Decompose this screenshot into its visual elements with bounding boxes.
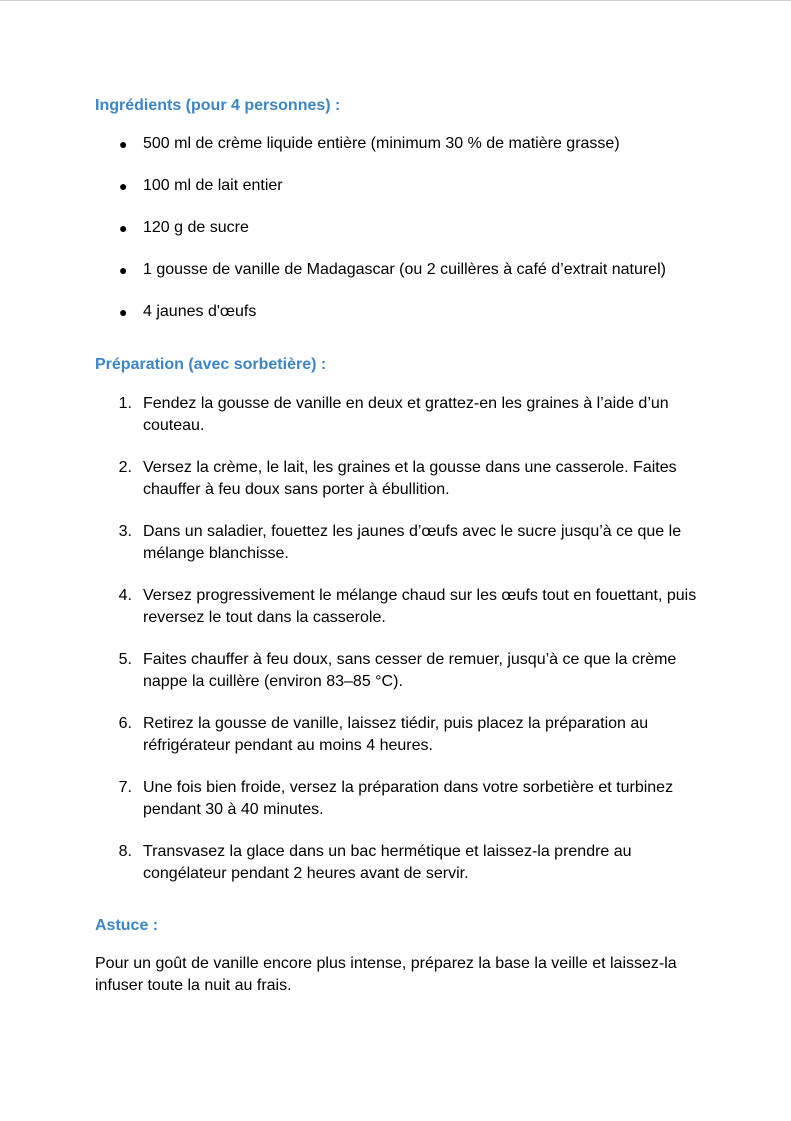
step-number: 8. xyxy=(118,843,132,860)
ingredient-item xyxy=(95,301,705,323)
bullet-icon: ● xyxy=(119,262,128,278)
step-number: 3. xyxy=(118,523,132,540)
step-number: 6. xyxy=(118,715,132,732)
step-item xyxy=(95,521,705,565)
bullet-icon: ● xyxy=(119,304,128,320)
step-text: Versez progressivement le mélange chaud sur les œufs tout en fouettant, puis reversez le tout dans la casserole. xyxy=(143,587,697,626)
tip-text: Pour un goût de vanille encore plus intense, préparez la base la veille et laissez-la infuser toute la nuit au frais. xyxy=(95,955,677,994)
tip-heading: Astuce : xyxy=(95,917,159,934)
step-text: Transvasez la glace dans un bac hermétique et laissez-la prendre au congélateur pendant 2 heures avant de servir. xyxy=(143,843,632,882)
ingredients-list xyxy=(95,133,705,323)
step-number: 5. xyxy=(118,651,132,668)
bullet-icon: ● xyxy=(119,220,128,236)
step-item xyxy=(95,713,705,757)
step-number: 2. xyxy=(118,459,132,476)
step-item xyxy=(95,841,705,885)
step-number: 1. xyxy=(118,395,132,412)
ingredient-text: 120 g de sucre xyxy=(143,219,249,236)
ingredient-item xyxy=(95,175,705,197)
bullet-icon: ● xyxy=(119,178,128,194)
step-number: 4. xyxy=(118,587,132,604)
ingredient-item xyxy=(95,133,705,155)
preparation-steps-list xyxy=(95,393,705,885)
step-item xyxy=(95,585,705,629)
step-text: Fendez la gousse de vanille en deux et grattez-en les graines à l’aide d’un couteau. xyxy=(143,395,669,434)
recipe-document xyxy=(95,95,705,997)
ingredient-text: 100 ml de lait entier xyxy=(143,177,283,194)
page-top-border xyxy=(0,0,791,1)
bullet-icon: ● xyxy=(119,136,128,152)
step-text: Versez la crème, le lait, les graines et la gousse dans une casserole. Faites chauffer à feu doux sans porter à ébullition. xyxy=(143,459,677,498)
step-text: Dans un saladier, fouettez les jaunes d’œufs avec le sucre jusqu’à ce que le mélange blanchisse. xyxy=(143,523,682,562)
step-text: Retirez la gousse de vanille, laissez tiédir, puis placez la préparation au réfrigérateur pendant au moins 4 heures. xyxy=(143,715,649,754)
ingredient-text: 500 ml de crème liquide entière (minimum 30 % de matière grasse) xyxy=(143,135,620,152)
ingredients-heading: Ingrédients (pour 4 personnes) : xyxy=(95,97,341,114)
ingredient-item xyxy=(95,259,705,281)
ingredient-item xyxy=(95,217,705,239)
preparation-heading: Préparation (avec sorbetière) : xyxy=(95,356,327,373)
step-text: Une fois bien froide, versez la préparation dans votre sorbetière et turbinez pendant 30 à 40 minutes. xyxy=(143,779,674,818)
step-item xyxy=(95,777,705,821)
step-text: Faites chauffer à feu doux, sans cesser de remuer, jusqu’à ce que la crème nappe la cuillère (environ 83–85 °C). xyxy=(143,651,677,690)
step-number: 7. xyxy=(118,779,132,796)
step-item xyxy=(95,457,705,501)
ingredient-text: 1 gousse de vanille de Madagascar (ou 2 cuillères à café d’extrait naturel) xyxy=(143,261,666,278)
step-item xyxy=(95,393,705,437)
ingredient-text: 4 jaunes d'œufs xyxy=(143,303,257,320)
step-item xyxy=(95,649,705,693)
